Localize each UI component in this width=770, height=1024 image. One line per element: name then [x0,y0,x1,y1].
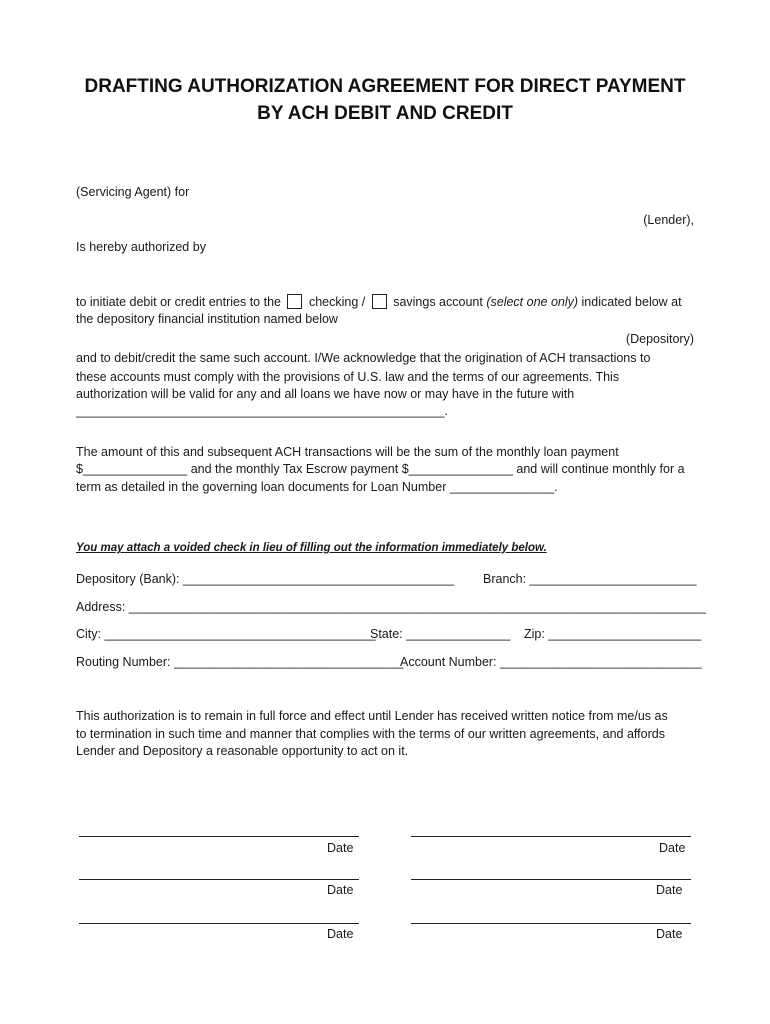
document-title-line-1: DRAFTING AUTHORIZATION AGREEMENT FOR DIRECT PAYMENT [84,76,686,97]
depository-institution-line: the depository financial institution named below [76,312,338,326]
date-label-right-3: Date [656,927,683,941]
amount-line-1: The amount of this and subsequent ACH transactions will be the sum of the monthly loan payment [76,445,619,459]
date-label-left-3: Date [327,927,354,941]
city-field[interactable]: City: _______________________________________ [76,627,376,641]
signature-line-right-2[interactable] [411,879,691,880]
depository-label: (Depository) [625,332,694,346]
signature-line-left-1[interactable] [79,836,359,837]
select-one-note: (select one only) [486,295,579,309]
initiate-text: to initiate debit or credit entries to the [76,295,281,309]
signature-line-left-3[interactable] [79,923,359,924]
address-field[interactable]: Address: ___________________________________________________________________________________ [76,600,706,614]
signature-line-right-3[interactable] [411,923,691,924]
account-number-field[interactable]: Account Number: _____________________________ [400,655,702,669]
lender-label: (Lender), [643,213,694,227]
authorization-line-1: This authorization is to remain in full force and effect until Lender has received written notice from me/us as [76,709,668,723]
amount-line-2[interactable]: $_______________ and the monthly Tax Escrow payment $_______________ and will continue monthly for a [76,462,685,476]
checking-label: checking / [308,295,366,309]
voided-check-note: You may attach a voided check in lieu of filling out the information immediately below. [76,542,547,554]
date-label-right-1: Date [659,841,686,855]
routing-number-field[interactable]: Routing Number: _________________________________ [76,655,404,669]
document-title-line-2: BY ACH DEBIT AND CREDIT [257,103,513,124]
state-field[interactable]: State: _______________ [370,627,511,641]
branch-field[interactable]: Branch: ________________________ [483,572,697,586]
checking-checkbox[interactable] [287,294,302,309]
ack-line-3: authorization will be valid for any and all loans we have now or may have in the future with [76,387,575,401]
date-label-left-1: Date [327,841,354,855]
depository-bank-field[interactable]: Depository (Bank): _______________________________________ [76,572,455,586]
amount-line-3[interactable]: term as detailed in the governing loan documents for Loan Number _______________. [76,480,558,494]
authorization-line-2: to termination in such time and manner that complies with the terms of our written agreements, and affords [76,727,665,741]
date-label-right-2: Date [656,883,683,897]
signature-line-left-2[interactable] [79,879,359,880]
authorized-by-label: Is hereby authorized by [76,240,206,254]
authorization-line-3: Lender and Depository a reasonable opportunity to act on it. [76,744,409,758]
indicated-below-text: indicated below at [581,295,682,309]
ack-line-4-blank[interactable]: _____________________________________________________. [76,404,448,418]
signature-line-right-1[interactable] [411,836,691,837]
servicing-agent-label: (Servicing Agent) for [76,185,190,199]
savings-label: savings account [393,295,483,309]
savings-checkbox[interactable] [372,294,387,309]
ack-line-2: these accounts must comply with the provisions of U.S. law and the terms of our agreements. This [76,370,620,384]
zip-field[interactable]: Zip: ______________________ [524,627,702,641]
date-label-left-2: Date [327,883,354,897]
account-selection-line [76,294,682,309]
ack-line-1: and to debit/credit the same such account. I/We acknowledge that the origination of ACH transactions to [76,351,651,365]
